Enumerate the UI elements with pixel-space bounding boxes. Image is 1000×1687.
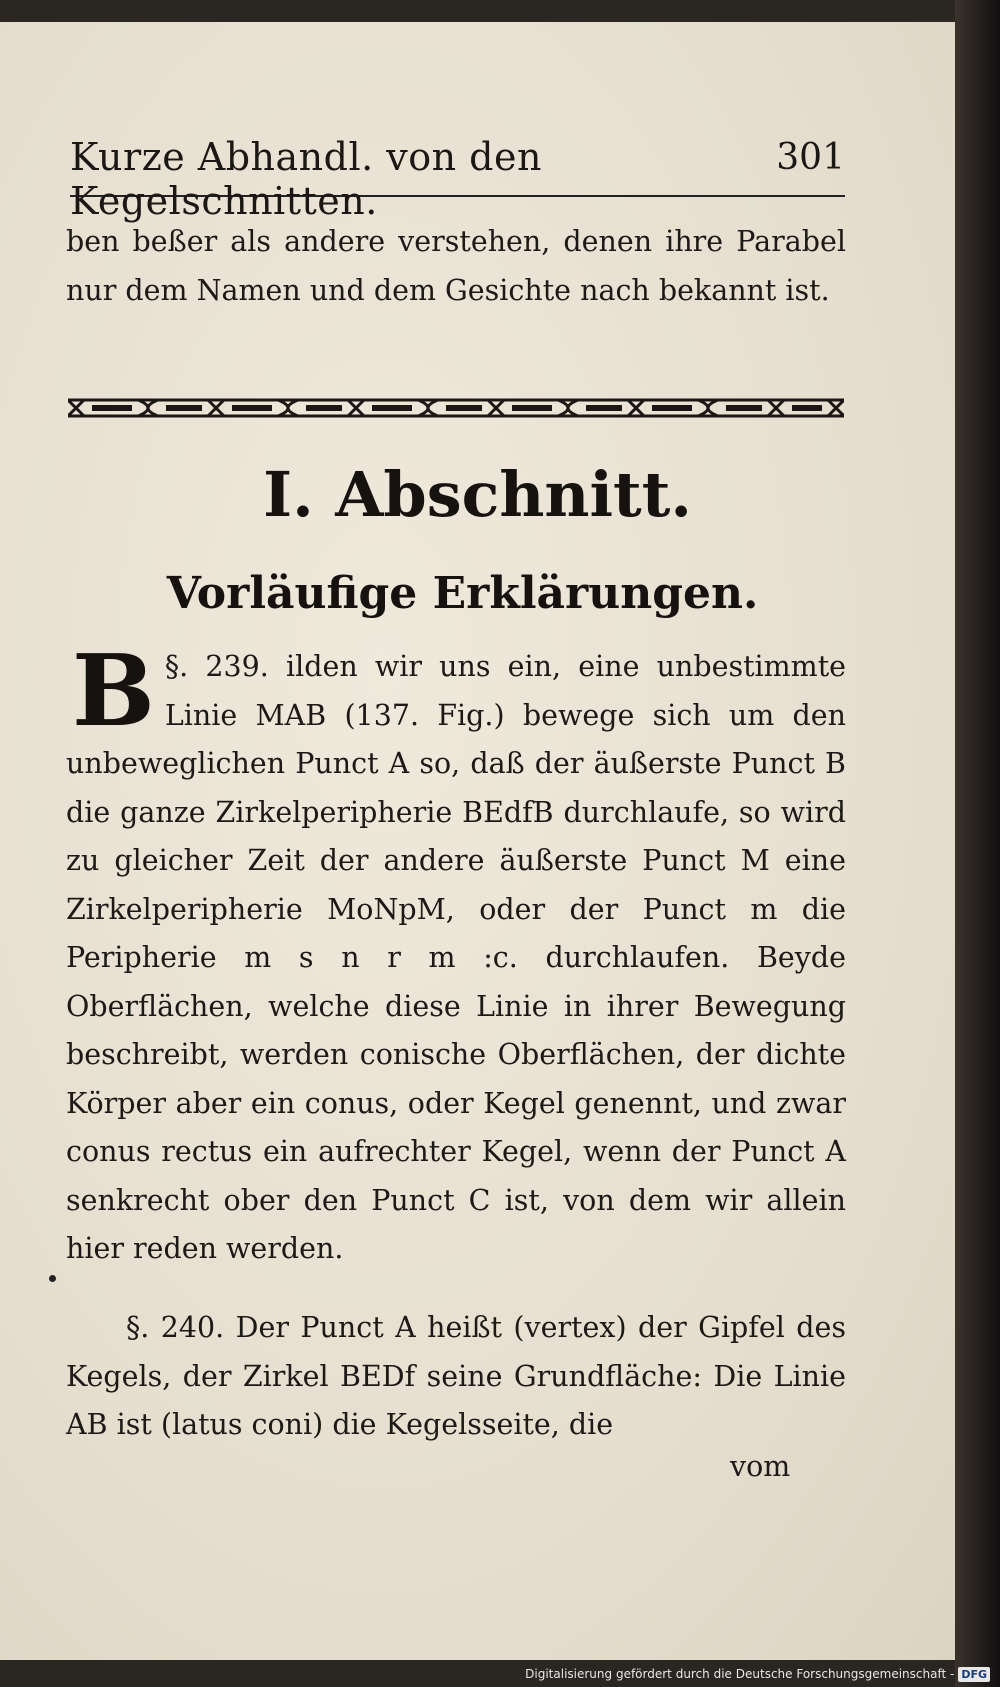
paragraph-239 xyxy=(66,634,847,1274)
dfg-logo: DFG xyxy=(958,1667,990,1682)
ink-spot xyxy=(49,1275,56,1282)
section-marker: §. 239. xyxy=(164,650,269,683)
page-number: 301 xyxy=(776,137,845,178)
section-subtitle: Vorläufige Erklärungen. xyxy=(166,568,759,619)
ornamental-divider xyxy=(68,390,844,426)
page-header xyxy=(70,125,845,223)
section-title: I. Abschnitt. xyxy=(263,458,692,531)
page-edge-shadow xyxy=(955,0,1000,1687)
catchword: vom xyxy=(730,1450,791,1483)
drop-cap: B xyxy=(72,634,155,749)
continuation-paragraph: ben beßer als andere verstehen, denen ihre Parabel nur dem Namen und dem Gesichte nach bekannt ist. xyxy=(66,225,846,307)
paragraph-239-text: ilden wir uns ein, eine unbestimmte Linie MAB (137. Fig.) bewege sich um den unbeweglichen Punct A so, daß der äußerste Punct B die ganze Zirkelperipherie BEdfB durchlaufe, so wird zu gleicher Zeit der andere äußerste Punct M eine Zirkelperipherie MoNpM, oder der Punct m die Peripherie m s n r m :c. durchlaufen. Beyde Oberflächen, welche diese Linie in ihrer Bewegung beschreibt, werden conische Oberflächen, der dichte Körper aber ein conus, oder Kegel genennt, und zwar conus rectus ein aufrechter Kegel, wenn der Punct A senkrecht ober den Punct C ist, von dem wir allein hier reden werden. xyxy=(66,650,847,1265)
footer-credit: Digitalisierung gefördert durch die Deutsche Forschungsgemeinschaft - xyxy=(525,1667,955,1681)
paragraph-240: §. 240. Der Punct A heißt (vertex) der Gipfel des Kegels, der Zirkel BEDf seine Grundfläche: Die Linie AB ist (latus coni) die Kegelsseite, die xyxy=(66,1311,846,1441)
running-head: Kurze Abhandl. von den Kegelschnitten. xyxy=(70,135,542,223)
digitization-footer xyxy=(525,1663,990,1685)
